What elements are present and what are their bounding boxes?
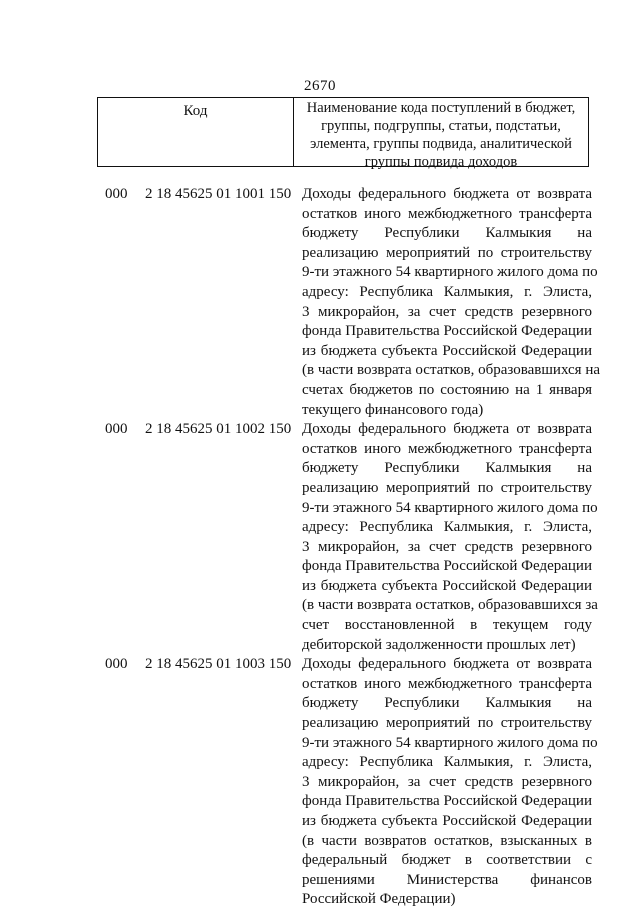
description-line: 3 микрорайон, за счет средств резервного [302,773,592,790]
list-item [0,420,640,655]
description-line: 9-ти этажного 54 квартирного жилого дома по [302,734,598,751]
description-line: 3 микрорайон, за счет средств резервного [302,303,592,320]
description-line: из бюджета субъекта Российской Федерации [302,813,592,829]
description-line: адресу: Республика Калмыкия, г. Элиста, [302,754,592,771]
description-line: реализацию мероприятий по строительству [302,479,592,496]
description-line: фонда Правительства Российской Федерации [302,323,592,340]
description-line: из бюджета субъекта Российской Федерации [302,577,592,594]
revenue-code: 2 18 45625 01 1002 150 [145,421,292,438]
description-line: Доходы федерального бюджета от возврата [302,656,592,673]
description-line: остатков иного межбюджетного трансферта [302,205,592,222]
list-item [0,185,640,420]
description-line: реализацию мероприятий по строительству [302,244,592,261]
list-item [0,655,640,910]
description-line: счетах бюджетов по состоянию на 1 января [302,381,592,398]
description-line: реализацию мероприятий по строительству [302,715,592,732]
revenue-description [302,420,598,655]
description-line: Доходы федерального бюджета от возврата [302,186,592,202]
description-line: бюджету Республики Калмыкия на [302,460,592,477]
description-line: 3 микрорайон, за счет средств резервного [302,538,592,555]
description-line: (в части возврата остатков, образовавшихся на [302,362,601,379]
description-line: фонда Правительства Российской Федерации [302,558,592,575]
admin-code: 000 [105,656,128,673]
page-number: 2670 [304,78,336,94]
revenue-description [302,185,601,420]
description-line: остатков иного межбюджетного трансферта [302,675,592,692]
revenue-description [302,655,598,910]
admin-code: 000 [105,421,128,438]
description-line: бюджету Республики Калмыкия на [302,695,592,712]
description-line: Российской Федерации) [302,891,456,908]
description-line: из бюджета субъекта Российской Федерации [302,342,592,359]
description-line: федеральный бюджет в соответствии с [302,852,592,869]
description-line: (в части возвратов остатков, взысканных в [302,832,592,849]
admin-code: 000 [105,186,128,202]
description-line: адресу: Республика Калмыкия, г. Элиста, [302,283,592,300]
description-line: решениями Министерства финансов [302,871,592,888]
description-line: остатков иного межбюджетного трансферта [302,440,592,457]
header-table [97,97,589,170]
entries-list [0,185,640,910]
description-line: бюджету Республики Калмыкия на [302,225,592,242]
description-line: (в части возврата остатков, образовавшихся за [302,597,598,614]
description-line: текущего финансового года) [302,401,484,418]
header-code-cell: Код [98,98,294,166]
description-line: 9-ти этажного 54 квартирного жилого дома по [302,499,598,516]
revenue-code: 2 18 45625 01 1003 150 [145,656,292,673]
header-name-cell: Наименование кода поступлений в бюджет, группы, подгруппы, статьи, подстатьи, элемента, группы подвида, аналитической группы подвида доходов [306,100,576,170]
description-line: 9-ти этажного 54 квартирного жилого дома по [302,264,598,281]
description-line: Доходы федерального бюджета от возврата [302,421,592,438]
description-line: дебиторской задолженности прошлых лет) [302,636,576,653]
description-line: фонда Правительства Российской Федерации [302,793,592,810]
description-line: адресу: Республика Калмыкия, г. Элиста, [302,519,592,536]
description-line: счет восстановленной в текущем году [302,617,592,634]
revenue-code: 2 18 45625 01 1001 150 [145,186,292,202]
